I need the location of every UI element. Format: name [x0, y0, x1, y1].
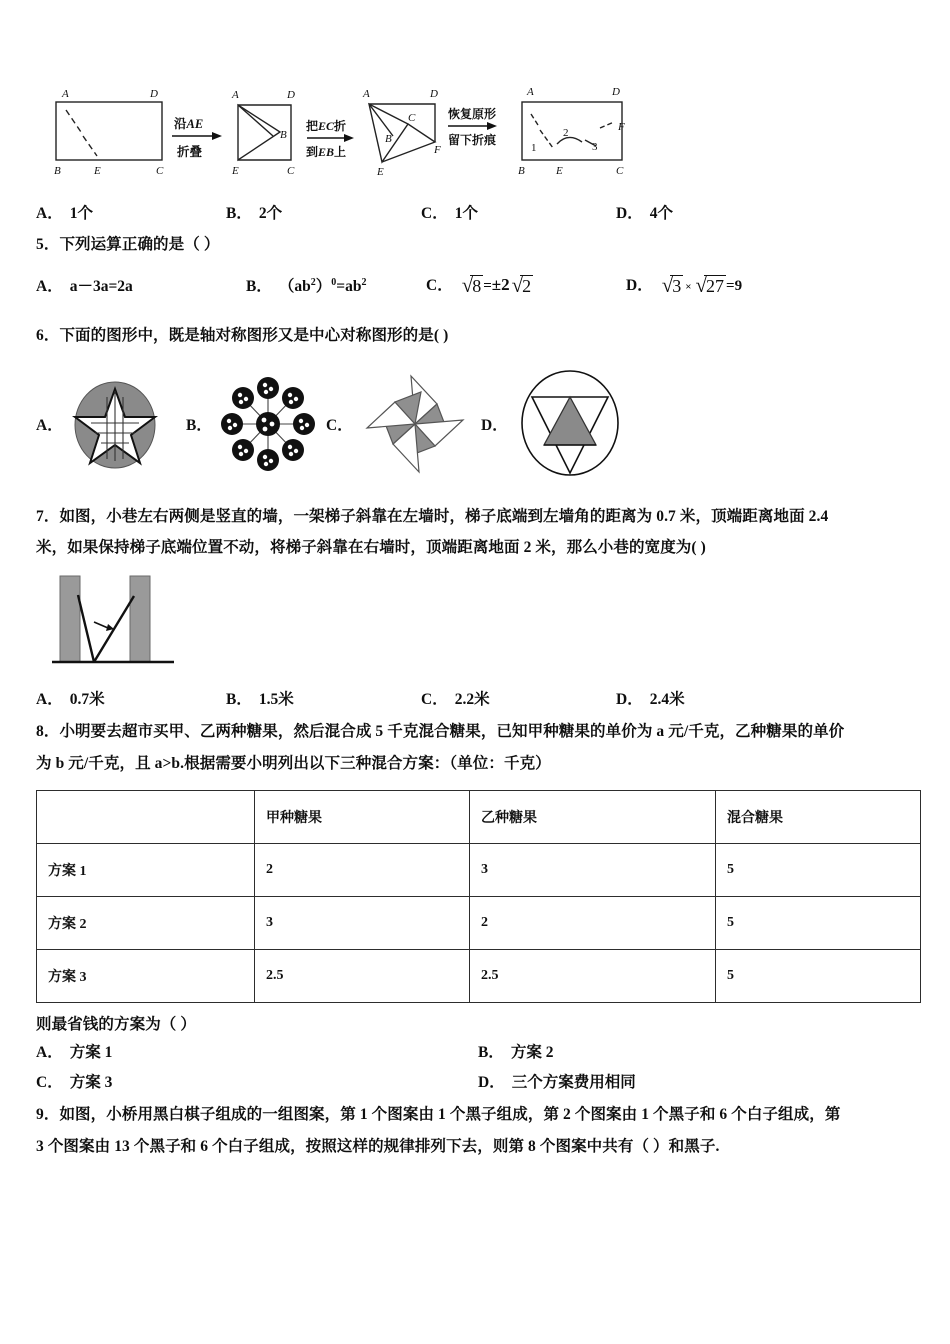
q8-option-c-label: C．: [36, 1074, 63, 1092]
q5-option-c[interactable]: [426, 273, 626, 298]
q8-option-a-text: 方案 1: [69, 1044, 113, 1062]
q7-option-c-label: C．: [421, 691, 448, 709]
pinwheel-four-blades-icon: [359, 370, 471, 478]
svg-text:3: 3: [592, 141, 598, 153]
svg-text:B: B: [518, 165, 525, 177]
table-header-mixed: 混合糖果: [716, 790, 921, 843]
svg-text:F: F: [618, 121, 625, 133]
table-row: [37, 843, 921, 896]
q5-stem-text: 下列运算正确的是（ ）: [59, 236, 220, 253]
q4-option-c[interactable]: [421, 201, 616, 223]
q4-figure-strip: [44, 80, 644, 185]
plan-candy-b: 2.5: [470, 949, 716, 1002]
flower-of-dotted-circles-icon: [218, 374, 318, 474]
q7-option-c[interactable]: [421, 687, 616, 709]
svg-text:C: C: [287, 165, 295, 177]
q5-number: 5．: [36, 236, 60, 253]
q6-figure-row: [36, 362, 920, 487]
q4-option-a[interactable]: [36, 201, 226, 223]
svg-text:D: D: [150, 88, 158, 100]
q4-option-c-label: C．: [421, 205, 448, 222]
q6-option-b-label: B．: [186, 417, 212, 435]
plan-mixed: 5: [716, 896, 921, 949]
q4-option-d[interactable]: [616, 201, 673, 223]
q7-option-b[interactable]: [226, 687, 421, 709]
q6-option-d[interactable]: [481, 365, 641, 483]
q9-stem-text-1: 如图，小桥用黑白棋子组成的一组图案，第 1 个图案由 1 个黑子组成，第 2 个图案由 1 个黑子和 6 个白子组成，第: [59, 1106, 841, 1124]
q4-option-a-label: A．: [36, 205, 63, 222]
q5-options: [36, 273, 920, 298]
q5-option-b-label: B．: [246, 278, 272, 296]
q5-option-a-label: A．: [36, 278, 63, 296]
q8-option-d[interactable]: [478, 1070, 920, 1092]
q4-option-b[interactable]: [226, 201, 421, 223]
svg-text:把EC折: 把EC折: [306, 119, 347, 133]
svg-text:E: E: [377, 166, 384, 178]
svg-text:沿AE: 沿AE: [174, 117, 204, 131]
svg-text:A: A: [363, 88, 370, 100]
q7-number: 7．: [36, 507, 60, 525]
q4-option-c-text: 1个: [454, 205, 478, 222]
q8-prompt: [36, 1009, 920, 1041]
page-content: [36, 80, 920, 1163]
q8-options-row2: [36, 1070, 920, 1092]
q7-option-d-label: D．: [616, 691, 643, 709]
svg-text:C: C: [408, 112, 416, 124]
table-row: [37, 949, 921, 1002]
q8-stem-line1: [36, 716, 920, 748]
q8-option-a[interactable]: [36, 1040, 478, 1062]
plan-name: 方案 2: [37, 896, 255, 949]
q5-option-c-label: C．: [426, 276, 453, 294]
svg-text:C: C: [616, 165, 624, 177]
q8-option-a-label: A．: [36, 1044, 63, 1062]
candy-plan-table: [36, 790, 921, 1003]
q7-ladder-figure: [48, 572, 920, 677]
svg-text:留下折痕: 留下折痕: [448, 133, 497, 147]
plan-mixed: 5: [716, 843, 921, 896]
svg-text:E: E: [94, 165, 101, 177]
svg-text:F: F: [434, 144, 441, 156]
plan-name: 方案 1: [37, 843, 255, 896]
sqrt-icon: √8: [461, 272, 482, 297]
star-in-gray-circle-icon: [69, 375, 161, 473]
q7-option-b-text: 1.5米: [258, 691, 294, 709]
table-header-candy-a: 甲种糖果: [255, 790, 470, 843]
q5-option-b[interactable]: [246, 274, 426, 296]
q8-option-c[interactable]: [36, 1070, 478, 1092]
q6-stem: [36, 320, 920, 352]
q7-stem-text-1: 如图，小巷左右两侧是竖直的墙，一架梯子斜靠在左墙时，梯子底端到左墙角的距离为 0.7 米，顶端距离地面 2.4: [59, 507, 829, 525]
svg-text:2: 2: [563, 127, 569, 139]
plan-candy-a: 3: [255, 896, 470, 949]
q8-option-c-text: 方案 3: [69, 1074, 113, 1092]
q8-option-b[interactable]: [478, 1040, 920, 1062]
sqrt-icon: √3: [661, 272, 682, 297]
table-header-row: [37, 790, 921, 843]
table-header-blank: [37, 790, 255, 843]
q5-option-a[interactable]: [36, 274, 246, 296]
plan-candy-a: 2: [255, 843, 470, 896]
q6-stem-text: 下面的图形中，既是轴对称图形又是中心对称图形的是( ): [59, 326, 449, 344]
q9-stem-text-2: 3 个图案由 13 个黑子和 6 个白子组成，按照这样的规律排列下去，则第 8 个图案中共有（ ）和黑子.: [36, 1138, 720, 1156]
plan-candy-b: 2: [470, 896, 716, 949]
q7-option-c-text: 2.2米: [454, 691, 490, 709]
q5-option-d[interactable]: [626, 273, 836, 298]
svg-text:1: 1: [531, 142, 537, 154]
q8-stem-line2: [36, 748, 920, 780]
plan-candy-b: 3: [470, 843, 716, 896]
plan-candy-a: 2.5: [255, 949, 470, 1002]
plan-mixed: 5: [716, 949, 921, 1002]
triangles-in-circle-icon: [514, 365, 626, 483]
q8-prompt-text: 则最省钱的方案为（ ）: [36, 1015, 196, 1033]
q4-option-b-label: B．: [226, 205, 252, 222]
q5-stem: [36, 229, 920, 261]
q8-option-d-text: 三个方案费用相同: [511, 1074, 636, 1092]
q7-option-d-text: 2.4米: [649, 691, 685, 709]
q4-options: [36, 201, 920, 223]
sqrt-icon: √2: [511, 272, 532, 297]
svg-text:B: B: [385, 133, 392, 145]
q8-option-b-label: B．: [478, 1044, 504, 1062]
q8-option-b-text: 方案 2: [510, 1044, 554, 1062]
q8-stem-text-1: 小明要去超市买甲、乙两种糖果，然后混合成 5 千克混合糖果，已知甲种糖果的单价为 a 元/千克，乙种糖果的单价: [59, 723, 845, 741]
svg-text:恢复原形: 恢复原形: [448, 107, 497, 121]
q7-stem-line1: [36, 501, 920, 533]
q4-fold-diagram: [44, 80, 644, 185]
svg-text:D: D: [612, 86, 620, 98]
q7-options: [36, 687, 920, 709]
svg-text:A: A: [527, 86, 534, 98]
q7-option-a-label: A．: [36, 691, 63, 709]
q6-option-a[interactable]: [36, 375, 186, 473]
q6-option-b[interactable]: [186, 374, 326, 474]
plan-name: 方案 3: [37, 949, 255, 1002]
q7-option-b-label: B．: [226, 691, 252, 709]
svg-text:折叠: 折叠: [177, 145, 203, 159]
q6-option-d-label: D．: [481, 417, 508, 435]
svg-text:D: D: [287, 89, 295, 101]
table-row: [37, 896, 921, 949]
q7-option-a-text: 0.7米: [69, 691, 105, 709]
q4-option-d-text: 4个: [649, 205, 673, 222]
q5-option-a-text: a－3a=2a: [69, 278, 133, 296]
svg-text:A: A: [62, 88, 69, 100]
q9-stem-line1: [36, 1099, 920, 1131]
q7-option-d[interactable]: [616, 687, 685, 709]
q7-option-a[interactable]: [36, 687, 226, 709]
q6-option-c[interactable]: [326, 370, 481, 478]
q4-option-a-text: 1个: [69, 205, 93, 222]
sqrt-icon: √27: [695, 272, 725, 297]
q6-number: 6．: [36, 326, 60, 344]
q8-number: 8．: [36, 723, 60, 741]
q9-number: 9．: [36, 1106, 60, 1124]
q5-option-c-expr: √8 =±2√2: [461, 272, 532, 297]
svg-text:D: D: [430, 88, 438, 100]
table-header-candy-b: 乙种糖果: [470, 790, 716, 843]
q6-option-c-label: C．: [326, 417, 353, 435]
q5-option-d-expr: √3 × √27 =9: [661, 272, 743, 297]
q6-option-a-label: A．: [36, 417, 63, 435]
q7-stem-line2: [36, 532, 920, 564]
svg-text:到EB上: 到EB上: [306, 145, 347, 159]
svg-text:A: A: [232, 89, 239, 101]
ladder-between-two-walls-icon: [48, 572, 178, 672]
q5-option-d-label: D．: [626, 276, 653, 294]
svg-text:C: C: [156, 165, 164, 177]
q9-stem-line2: [36, 1131, 920, 1163]
q8-stem-text-2: 为 b 元/千克，且 a>b.根据需要小明列出以下三种混合方案：（单位：千克）: [36, 754, 551, 772]
q5-option-b-expr: $(ab^2)^0=ab^2$: [278, 277, 367, 296]
q4-option-b-text: 2个: [258, 205, 283, 222]
q7-stem-text-2: 米，如果保持梯子底端位置不动，将梯子斜靠在右墙时，顶端距离地面 2 米，那么小巷的宽度为( ): [36, 539, 706, 557]
q8-option-d-label: D．: [478, 1074, 505, 1092]
q8-options-row1: [36, 1040, 920, 1062]
svg-text:B: B: [54, 165, 61, 177]
svg-text:E: E: [232, 165, 239, 177]
q4-option-d-label: D．: [616, 205, 643, 222]
svg-text:B: B: [280, 129, 287, 141]
svg-text:E: E: [556, 165, 563, 177]
